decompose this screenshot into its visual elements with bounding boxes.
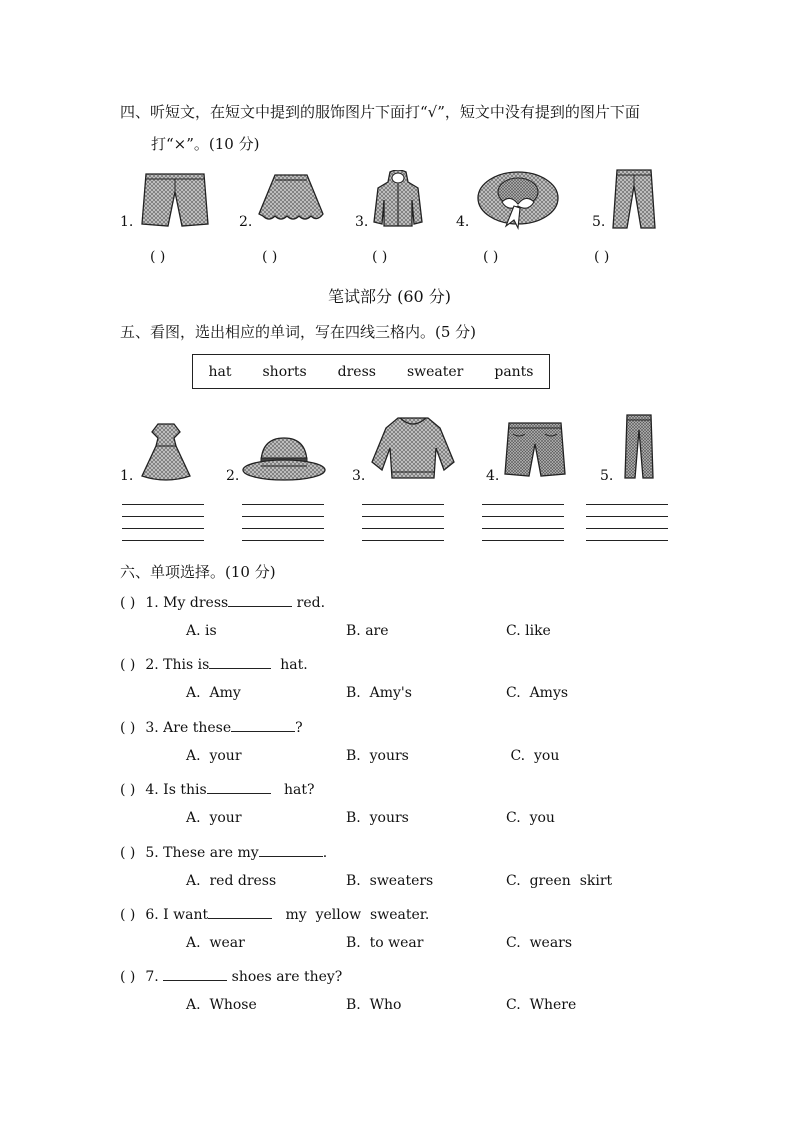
writing-lines[interactable] bbox=[122, 504, 204, 540]
s4-answer-bracket[interactable]: ( ) bbox=[483, 249, 499, 265]
fill-blank[interactable] bbox=[228, 592, 292, 607]
s5-item-1-num: 1. bbox=[120, 468, 134, 484]
s4-item-5-num: 5. bbox=[592, 214, 606, 230]
fill-blank[interactable] bbox=[259, 842, 323, 857]
option-a[interactable]: A. red dress bbox=[186, 872, 277, 889]
question-stem bbox=[120, 842, 327, 861]
hat-icon bbox=[476, 168, 560, 230]
question-text: hat? bbox=[270, 782, 315, 799]
fill-blank[interactable] bbox=[163, 966, 227, 981]
shorts-icon bbox=[503, 420, 567, 480]
option-a[interactable]: A. your bbox=[186, 810, 242, 827]
answer-bracket[interactable]: ( ) bbox=[120, 782, 136, 799]
s4-answer-bracket[interactable]: ( ) bbox=[594, 249, 610, 265]
pants-icon bbox=[621, 412, 657, 482]
question-text: red. bbox=[292, 595, 326, 611]
question-stem bbox=[120, 904, 429, 923]
option-b[interactable]: B. Who bbox=[346, 997, 402, 1014]
written-part-title: 笔试部分 (60 分) bbox=[328, 287, 452, 306]
writing-lines[interactable] bbox=[242, 504, 324, 540]
word-bank bbox=[192, 354, 550, 389]
question-text: shoes are they? bbox=[227, 969, 343, 986]
s4-answer-bracket[interactable]: ( ) bbox=[150, 249, 166, 265]
section4-line2: 打“×”。(10 分) bbox=[151, 135, 260, 153]
option-c[interactable]: C. Where bbox=[506, 997, 577, 1014]
option-c[interactable]: C. wears bbox=[506, 935, 573, 951]
sweater-icon bbox=[370, 412, 456, 484]
question-text: 4. Is this bbox=[145, 782, 207, 799]
option-a[interactable]: A. Amy bbox=[186, 685, 241, 702]
writing-lines[interactable] bbox=[362, 504, 444, 540]
answer-bracket[interactable]: ( ) bbox=[120, 907, 136, 923]
jacket-icon bbox=[372, 170, 424, 230]
option-a[interactable]: A. wear bbox=[186, 935, 245, 951]
word-bank-word: shorts bbox=[262, 363, 307, 380]
skirt-icon bbox=[257, 172, 325, 224]
question-text: . bbox=[322, 844, 328, 861]
fill-blank[interactable] bbox=[208, 904, 272, 919]
option-b[interactable]: B. to wear bbox=[346, 935, 424, 951]
pants-icon bbox=[611, 168, 657, 230]
answer-bracket[interactable]: ( ) bbox=[120, 657, 136, 674]
question-text: my yellow sweater. bbox=[272, 907, 430, 923]
hat-icon bbox=[241, 434, 327, 484]
question-text: 7. bbox=[145, 969, 164, 986]
option-b[interactable]: B. sweaters bbox=[346, 872, 434, 889]
answer-bracket[interactable]: ( ) bbox=[120, 719, 136, 736]
option-c[interactable]: C. you bbox=[506, 810, 555, 827]
s4-item-2-num: 2. bbox=[239, 214, 253, 230]
fill-blank[interactable] bbox=[209, 654, 271, 669]
s4-item-4-num: 4. bbox=[456, 214, 470, 230]
word-bank-word: pants bbox=[494, 363, 534, 380]
option-c[interactable]: C. Amys bbox=[506, 685, 569, 702]
option-b[interactable]: B. Amy's bbox=[346, 685, 412, 702]
answer-bracket[interactable]: ( ) bbox=[120, 844, 136, 861]
answer-bracket[interactable]: ( ) bbox=[120, 969, 136, 986]
question-text: hat. bbox=[271, 657, 308, 674]
question-stem bbox=[120, 592, 325, 611]
option-b[interactable]: B. are bbox=[346, 623, 389, 639]
option-c[interactable]: C. you bbox=[506, 747, 560, 764]
question-text: 5. These are my bbox=[145, 844, 259, 861]
option-a[interactable]: A. is bbox=[186, 623, 217, 639]
option-a[interactable]: A. Whose bbox=[186, 997, 257, 1014]
option-b[interactable]: B. yours bbox=[346, 810, 409, 827]
option-c[interactable]: C. green skirt bbox=[506, 872, 613, 889]
section4-line1: 四、听短文，在短文中提到的服饰图片下面打“√”，短文中没有提到的图片下面 bbox=[120, 103, 640, 121]
shorts-icon bbox=[140, 170, 210, 230]
s5-item-3-num: 3. bbox=[352, 468, 366, 484]
s5-item-2-num: 2. bbox=[226, 468, 240, 484]
question-stem bbox=[120, 779, 315, 798]
s4-answer-bracket[interactable]: ( ) bbox=[372, 249, 388, 265]
word-bank-word: sweater bbox=[406, 363, 464, 380]
s4-answer-bracket[interactable]: ( ) bbox=[262, 249, 278, 265]
option-c[interactable]: C. like bbox=[506, 623, 551, 639]
section5-title: 五、看图，选出相应的单词，写在四线三格内。(5 分) bbox=[120, 323, 477, 341]
s5-item-4-num: 4. bbox=[486, 468, 500, 484]
s4-item-3-num: 3. bbox=[355, 214, 369, 230]
question-stem bbox=[120, 654, 308, 673]
word-bank-word: dress bbox=[337, 363, 376, 380]
option-b[interactable]: B. yours bbox=[346, 747, 409, 764]
answer-bracket[interactable]: ( ) bbox=[120, 595, 136, 611]
question-text: 3. Are these bbox=[145, 719, 232, 736]
s5-item-5-num: 5. bbox=[600, 468, 614, 484]
word-bank-word: hat bbox=[208, 363, 232, 380]
option-a[interactable]: A. your bbox=[186, 747, 242, 764]
writing-lines[interactable] bbox=[482, 504, 564, 540]
section6-title: 六、单项选择。(10 分) bbox=[120, 563, 276, 581]
dress-icon bbox=[140, 422, 192, 482]
s4-item-1-num: 1. bbox=[120, 214, 134, 230]
question-stem bbox=[120, 717, 303, 736]
question-stem bbox=[120, 966, 342, 985]
question-text: 6. I want bbox=[145, 907, 209, 923]
question-text: ? bbox=[295, 719, 303, 736]
fill-blank[interactable] bbox=[231, 717, 295, 732]
fill-blank[interactable] bbox=[207, 779, 271, 794]
writing-lines[interactable] bbox=[586, 504, 668, 540]
question-text: 1. My dress bbox=[145, 595, 229, 611]
question-text: 2. This is bbox=[145, 657, 210, 674]
